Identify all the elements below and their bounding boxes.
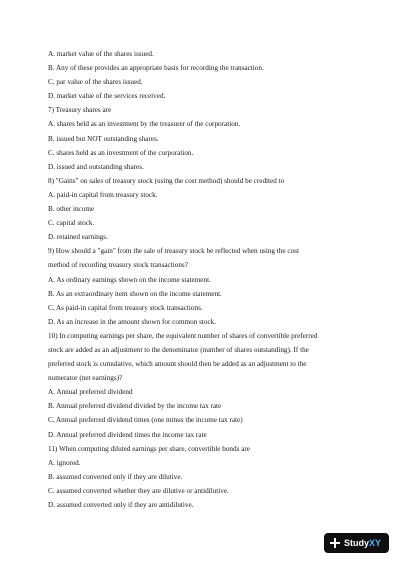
text-line: B. other income bbox=[48, 205, 95, 214]
text-line: D. market value of the services received. bbox=[48, 92, 166, 101]
text-line: A. Annual preferred dividend bbox=[48, 388, 133, 397]
text-line: C. Annual preferred dividend times (one minus the income tax rate) bbox=[48, 416, 243, 425]
text-line: A. ignored. bbox=[48, 458, 81, 467]
text-line: C. shares held as an investment of the corporation. bbox=[48, 148, 194, 157]
text-line: 8) "Gains" on sales of treasury stock (using the cost method) should be credited to bbox=[48, 176, 285, 185]
text-line: A. As ordinary earnings shown on the income statement. bbox=[48, 275, 211, 284]
text-line: C. assumed converted whether they are dilutive or antidilutive. bbox=[48, 486, 229, 495]
text-line: A. market value of the shares issued. bbox=[48, 50, 154, 58]
text-line: D. retained earnings. bbox=[48, 233, 108, 242]
brand-name-study: Study bbox=[343, 538, 369, 548]
text-line: preferred stock is cumulative, which amount should then be added as an adjustment to the bbox=[48, 360, 307, 369]
text-line: 10) In computing earnings per share, the equivalent number of shares of convertible preferred bbox=[48, 331, 318, 340]
text-line: B. Any of these provides an appropriate basis for recording the transaction. bbox=[48, 64, 264, 73]
text-line: C. capital stock. bbox=[48, 219, 95, 228]
text-line: B. issued but NOT outstanding shares. bbox=[48, 134, 159, 143]
brand-name bbox=[344, 538, 381, 548]
text-line: 7) Treasury shares are bbox=[48, 106, 112, 115]
text-line: B. assumed converted only if they are dilutive. bbox=[48, 472, 183, 481]
text-line: C. par value of the shares issued. bbox=[48, 78, 143, 87]
text-line: D. assumed converted only if they are antidilutive. bbox=[48, 501, 194, 509]
text-line: A. shares held as an investment by the treasurer of the corporation. bbox=[48, 120, 241, 129]
studyxy-badge[interactable] bbox=[324, 533, 389, 553]
text-line: 9) How should a "gain" from the sale of treasury stock be reflected when using the cost bbox=[48, 247, 299, 256]
brand-name-xy: XY bbox=[368, 538, 381, 548]
text-line: A. paid-in capital from treasury stock. bbox=[48, 190, 158, 199]
text-line: D. Annual preferred dividend times the income tax rate bbox=[48, 430, 207, 439]
plus-icon bbox=[330, 538, 340, 548]
text-line: D. issued and outstanding shares. bbox=[48, 162, 144, 171]
question-text bbox=[48, 47, 378, 512]
text-line: D. As an increase in the amount shown for common stock. bbox=[48, 317, 217, 326]
text-line: method of recording treasury stock transactions? bbox=[48, 261, 188, 270]
text-line: C. As paid-in capital from treasury stock transactions. bbox=[48, 303, 203, 312]
text-line: numerator (net earnings)? bbox=[48, 374, 123, 383]
text-line: stock are added as an adjustment to the denominator (number of shares outstanding). If the bbox=[48, 345, 309, 354]
text-line: B. As an extraordinary item shown on the income statement. bbox=[48, 289, 222, 298]
text-line: 11) When computing diluted earnings per share, convertible bonds are bbox=[48, 444, 250, 453]
text-line: B. Annual preferred dividend divided by the income tax rate bbox=[48, 402, 222, 411]
